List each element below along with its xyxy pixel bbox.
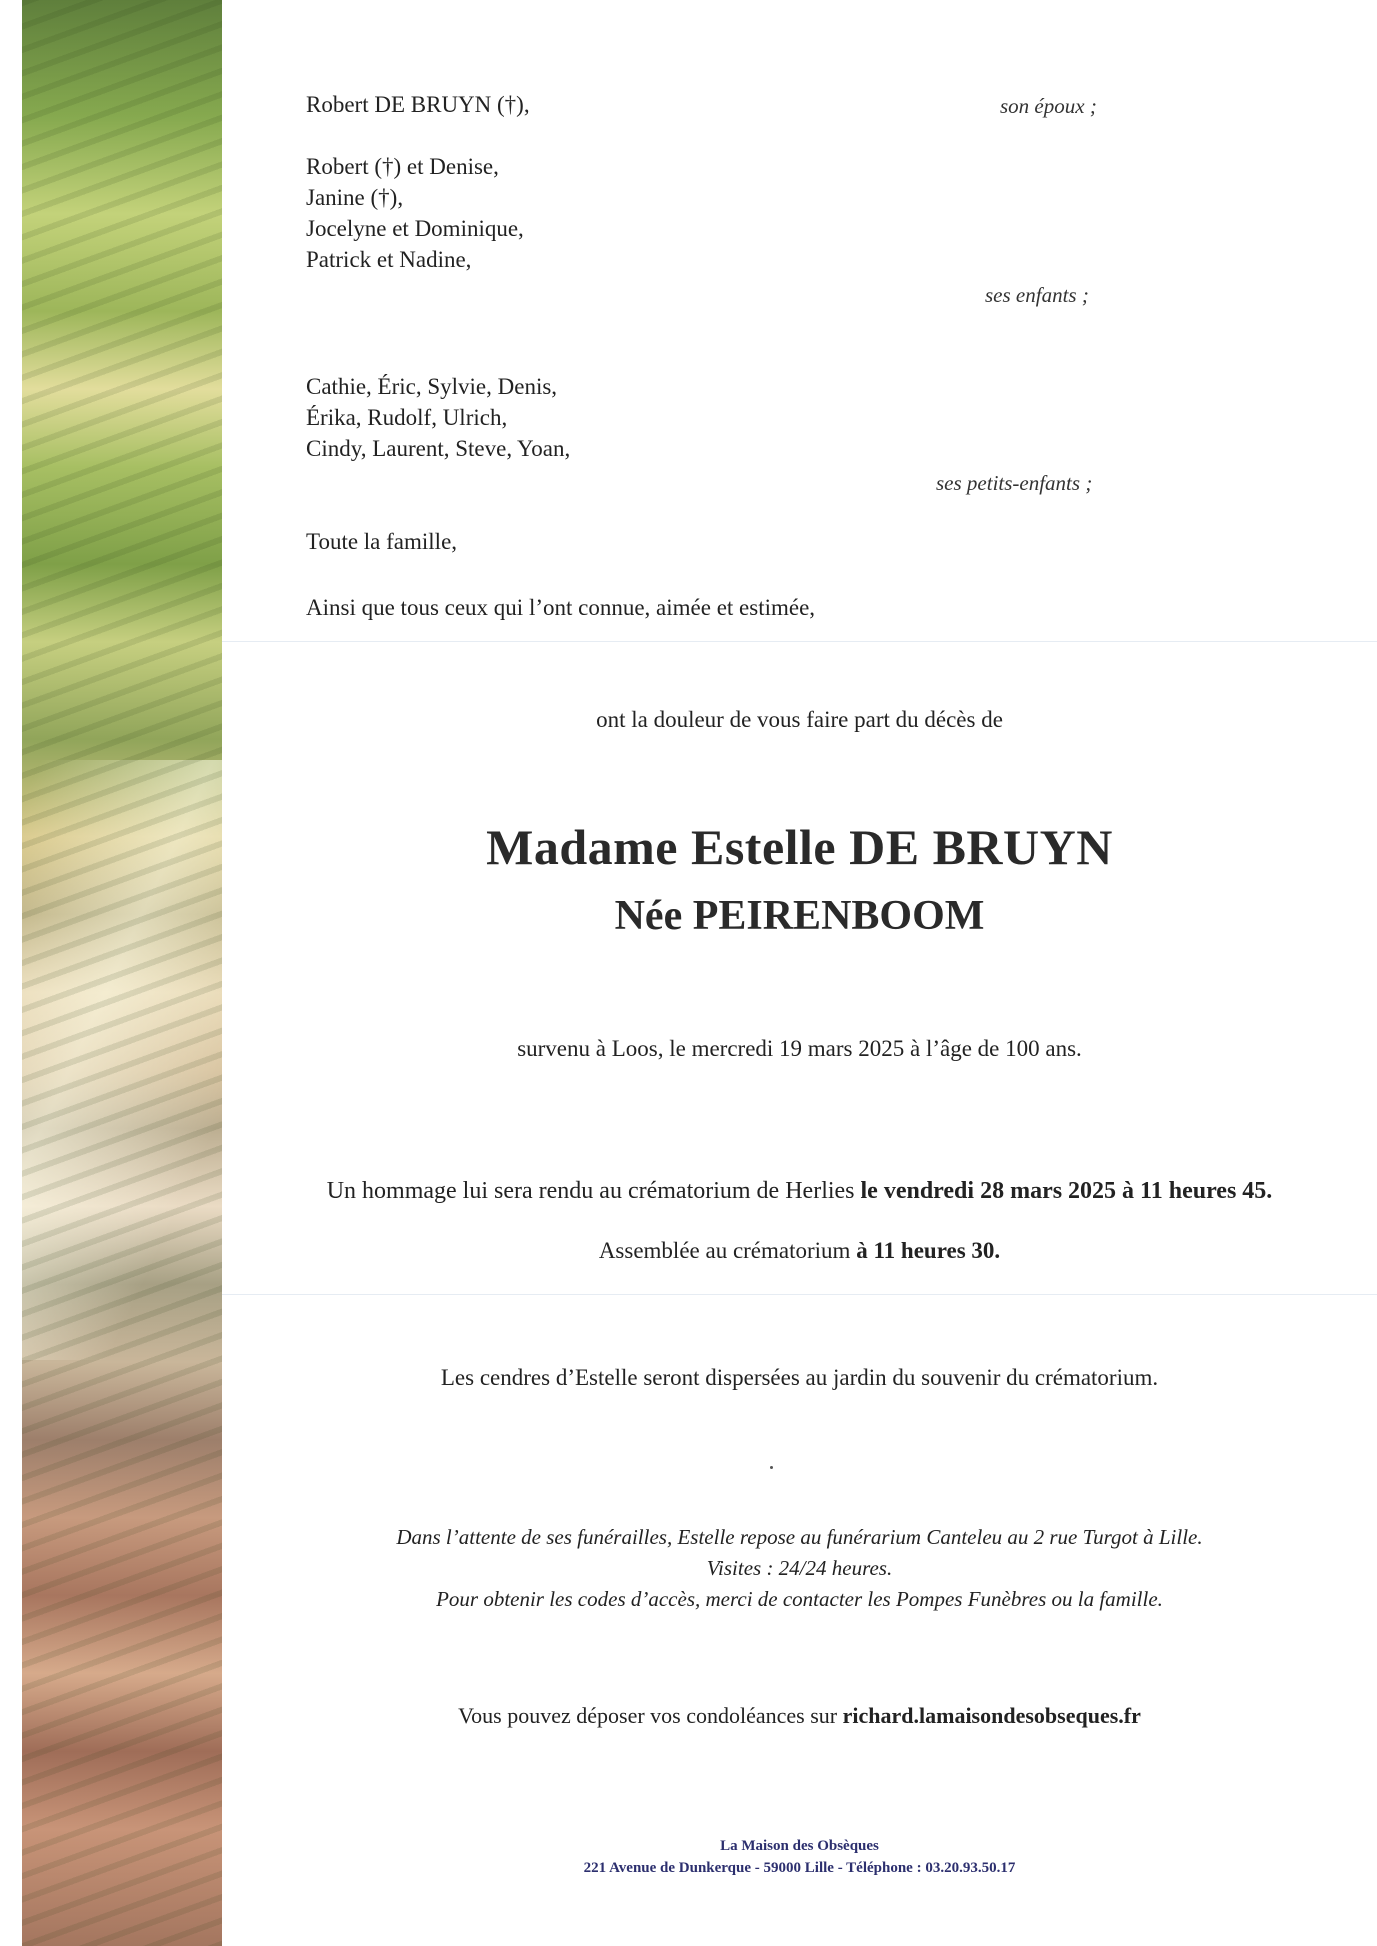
viewing-line-1: Dans l’attente de ses funérailles, Estelle repose au funérarium Canteleu au 2 rue Turgot à Lille. [396, 1525, 1203, 1549]
child-line: Janine (†), [306, 185, 404, 210]
funeral-home-address: 221 Avenue de Dunkerque - 59000 Lille - Téléphone : 03.20.93.50.17 [583, 1860, 1016, 1876]
spouse-name: Robert DE BRUYN (†), [306, 92, 530, 117]
child-line: Jocelyne et Dominique, [306, 216, 524, 241]
death-notice: survenu à Loos, le mercredi 19 mars 2025 à l’âge de 100 ans. [517, 1036, 1082, 1061]
condolences-text: Vous pouvez déposer vos condoléances sur [458, 1703, 838, 1728]
grandchild-line: Cathie, Éric, Sylvie, Denis, [306, 374, 558, 399]
whole-family: Toute la famille, [306, 529, 458, 554]
announcement: ont la douleur de vous faire part du décès de [596, 707, 1003, 732]
grandchild-line: Cindy, Laurent, Steve, Yoan, [306, 436, 571, 461]
child-line: Robert (†) et Denise, [306, 154, 499, 179]
viewing-line-2: Visites : 24/24 heures. [706, 1556, 893, 1580]
condolences-line [222, 1703, 1377, 1729]
speck [770, 1466, 773, 1469]
ceremony-date: le vendredi 28 mars 2025 à 11 heures 45. [860, 1178, 1273, 1204]
children-role: ses enfants ; [985, 283, 1089, 307]
child-line: Patrick et Nadine, [306, 247, 472, 272]
forest-photo-strip [22, 0, 222, 1946]
grandchildren-role: ses petits-enfants ; [936, 471, 1093, 495]
fold-line [222, 1294, 1377, 1295]
assembly-line [222, 1238, 1377, 1264]
birth-name: Née PEIRENBOOM [614, 893, 985, 939]
deceased-name: Madame Estelle DE BRUYN [486, 819, 1113, 875]
others-line: Ainsi que tous ceux qui l’ont connue, aimée et estimée, [306, 595, 816, 620]
assembly-time: à 11 heures 30. [856, 1238, 1001, 1263]
assembly-text: Assemblée au crématorium [598, 1238, 851, 1263]
spouse-role: son époux ; [1000, 94, 1097, 118]
funeral-home-name: La Maison des Obsèques [720, 1838, 879, 1854]
ceremony-text: Un hommage lui sera rendu au crématorium de Herlies [326, 1178, 855, 1204]
condolences-link[interactable]: richard.lamaisondesobseques.fr [842, 1703, 1141, 1728]
viewing-line-3: Pour obtenir les codes d’accès, merci de contacter les Pompes Funèbres ou la famille. [436, 1587, 1163, 1611]
grandchild-line: Érika, Rudolf, Ulrich, [306, 405, 508, 430]
ashes-notice: Les cendres d’Estelle seront dispersées au jardin du souvenir du crématorium. [440, 1365, 1159, 1390]
ceremony-line [222, 1178, 1377, 1205]
fold-line [222, 641, 1377, 642]
